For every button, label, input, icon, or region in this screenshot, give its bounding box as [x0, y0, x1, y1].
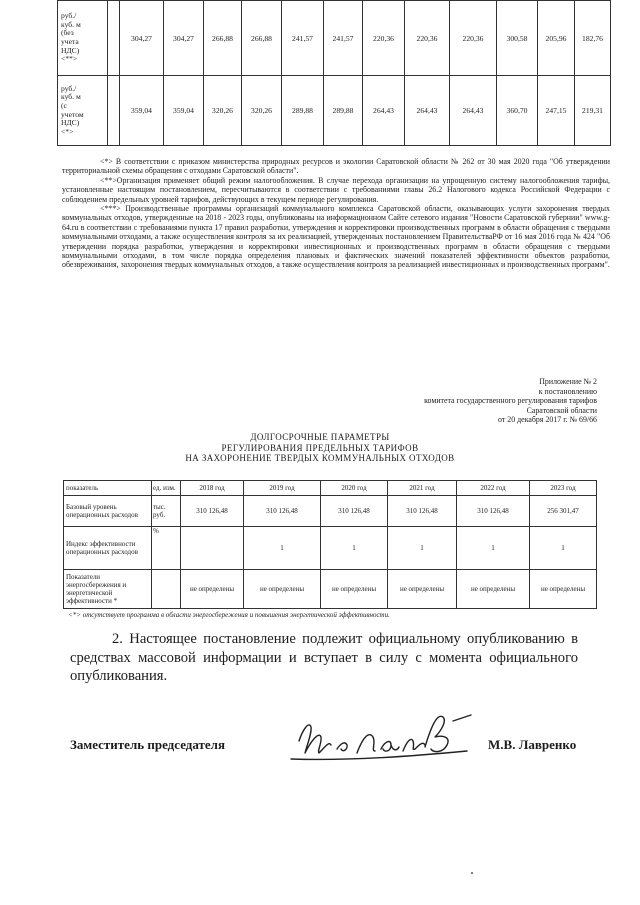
row-unit: тыс. руб. [152, 496, 181, 527]
footnote-1: <*> В соответствии с приказом министерства природных ресурсов и экологии Саратовской области № 262 от 30 мая 2020 года "Об утверждении территориальной схемы обращения с отходами Саратовской области". [62, 157, 610, 176]
table-cell: 310 126,48 [181, 496, 244, 527]
table-cell: 310 126,48 [457, 496, 530, 527]
table-footnote: <*> отсутствует программа в области энергосбережения и повышения энергетической эффективности. [68, 611, 390, 619]
table-cell: 1 [244, 527, 321, 570]
table-cell: 182,76 [575, 1, 611, 76]
table-cell: 241,57 [282, 1, 324, 76]
table-cell: 266,88 [204, 1, 242, 76]
table-cell: 205,96 [538, 1, 575, 76]
scan-speck [471, 872, 473, 874]
table-cell: 310 126,48 [321, 496, 388, 527]
table-cell: 264,43 [450, 76, 497, 146]
signatory-position: Заместитель председателя [70, 737, 226, 752]
header-cell: 2020 год [321, 481, 388, 496]
table-row [64, 527, 597, 570]
table-cell: 264,43 [405, 76, 450, 146]
table-cell: 256 301,47 [530, 496, 597, 527]
table-cell: 289,88 [324, 76, 363, 146]
table-header-row [64, 481, 597, 496]
header-cell: 2018 год [181, 481, 244, 496]
table-cell: 220,36 [450, 1, 497, 76]
table-cell: 304,27 [164, 1, 204, 76]
table-cell: 320,26 [242, 76, 282, 146]
tariff-table [57, 0, 611, 146]
table-cell: 266,88 [242, 1, 282, 76]
table-cell: 1 [321, 527, 388, 570]
tariff-row-without-vat [58, 1, 611, 76]
table-cell: 360,70 [497, 76, 538, 146]
table-cell: 219,31 [575, 76, 611, 146]
header-cell: 2019 год [244, 481, 321, 496]
row-label: Показатели энергосбережения и энергетической эффективности * [64, 570, 152, 609]
footnote-2: <**>Организация применяет общий режим налогообложения. В случае перехода организации на упрощенную систему налогообложения тарифы, установленные настоящим постановлением, пересчитываются в соответствии с требованиями главы 26.2 Налогового кодекса Российской Федерации с соблюдением предельных уровней тарифов, действующих в текущем периоде регулирования. [62, 175, 610, 204]
handwritten-signature [285, 707, 475, 769]
table-cell [181, 527, 244, 570]
main-paragraph-block [70, 630, 578, 686]
table-row [64, 570, 597, 609]
unit-cell: руб./ куб. м (с учетом НДС) <*> [58, 76, 108, 146]
table-cell [108, 76, 120, 146]
table-cell: 310 126,48 [388, 496, 457, 527]
row-label: Индекс эффективности операционных расходов [64, 527, 152, 570]
footnotes [62, 157, 610, 270]
unit-cell: руб./ куб. м (без учета НДС) <**> [58, 1, 108, 76]
table-cell: не определены [457, 570, 530, 609]
params-table [63, 480, 597, 609]
table-cell: не определены [244, 570, 321, 609]
table-cell: 359,04 [120, 76, 164, 146]
table-cell: не определены [530, 570, 597, 609]
table-cell: 220,36 [363, 1, 405, 76]
header-cell: ед. изм. [152, 481, 181, 496]
header-cell: 2023 год [530, 481, 597, 496]
appendix-header: Приложение № 2 к постановлению комитета государственного регулирования тарифов Саратовской области от 20 декабря 2017 г. № 69/66 [424, 377, 597, 425]
footnote-3: <***> Производственные программы организаций коммунального комплекса Саратовской области, оказывающих услуги захоронения твердых коммунальных отходов, утвержденные на 2018 - 2023 годы, опубликованы на информационном Сайте сетевого издания "Новости Саратовской губернии" www.g-64.ru в соответствии с требованиями пункта 17 правил разработки, утверждения и корректировки производственных программ в области обращения с твердыми коммунальными отходами, а также осуществления контроля за их реализацией, утвержденных постановлением ПравительстваРФ от 16 мая 2016 года № 424 "Об утверждении порядка разработки, утверждения и корректировки инвестиционных и производственных программ в области обращения с твердыми коммунальными отходами, в том числе порядка определения плановых и фактических значений показателей эффективности объектов разработки, обезвреживания, захоронения твердых коммунальных отходов, а также осуществления контроля за реализацией инвестиционных и производственных программ". [62, 204, 610, 270]
table-cell: не определены [181, 570, 244, 609]
table-cell: 1 [457, 527, 530, 570]
row-label: Базовый уровень операционных расходов [64, 496, 152, 527]
table-cell: 300,58 [497, 1, 538, 76]
table-cell: 1 [530, 527, 597, 570]
table-cell: не определены [388, 570, 457, 609]
header-cell: 2021 год [388, 481, 457, 496]
table-cell [108, 1, 120, 76]
table-cell: 241,57 [324, 1, 363, 76]
tariff-row-with-vat [58, 76, 611, 146]
table-cell: 1 [388, 527, 457, 570]
table-row [64, 496, 597, 527]
table-cell: 220,36 [405, 1, 450, 76]
row-unit [152, 570, 181, 609]
section-title: ДОЛГОСРОЧНЫЕ ПАРАМЕТРЫ РЕГУЛИРОВАНИЯ ПРЕДЕЛЬНЫХ ТАРИФОВ НА ЗАХОРОНЕНИЕ ТВЕРДЫХ КОММУНАЛЬНЫХ ОТХОДОВ [185, 432, 455, 464]
table-cell: 304,27 [120, 1, 164, 76]
header-cell: 2022 год [457, 481, 530, 496]
table-cell: 289,88 [282, 76, 324, 146]
table-cell: не определены [321, 570, 388, 609]
table-cell: 310 126,48 [244, 496, 321, 527]
table-cell: 264,43 [363, 76, 405, 146]
main-paragraph: 2. Настоящее постановление подлежит официальному опубликованию в средствах массовой информации и вступает в силу с момента официального опубликования. [70, 631, 578, 685]
signatory-name: М.В. Лавренко [488, 737, 577, 752]
table-cell: 247,15 [538, 76, 575, 146]
table-cell: 320,26 [204, 76, 242, 146]
table-cell: 359,04 [164, 76, 204, 146]
header-cell: показатель [64, 481, 152, 496]
row-unit: % [152, 527, 181, 570]
